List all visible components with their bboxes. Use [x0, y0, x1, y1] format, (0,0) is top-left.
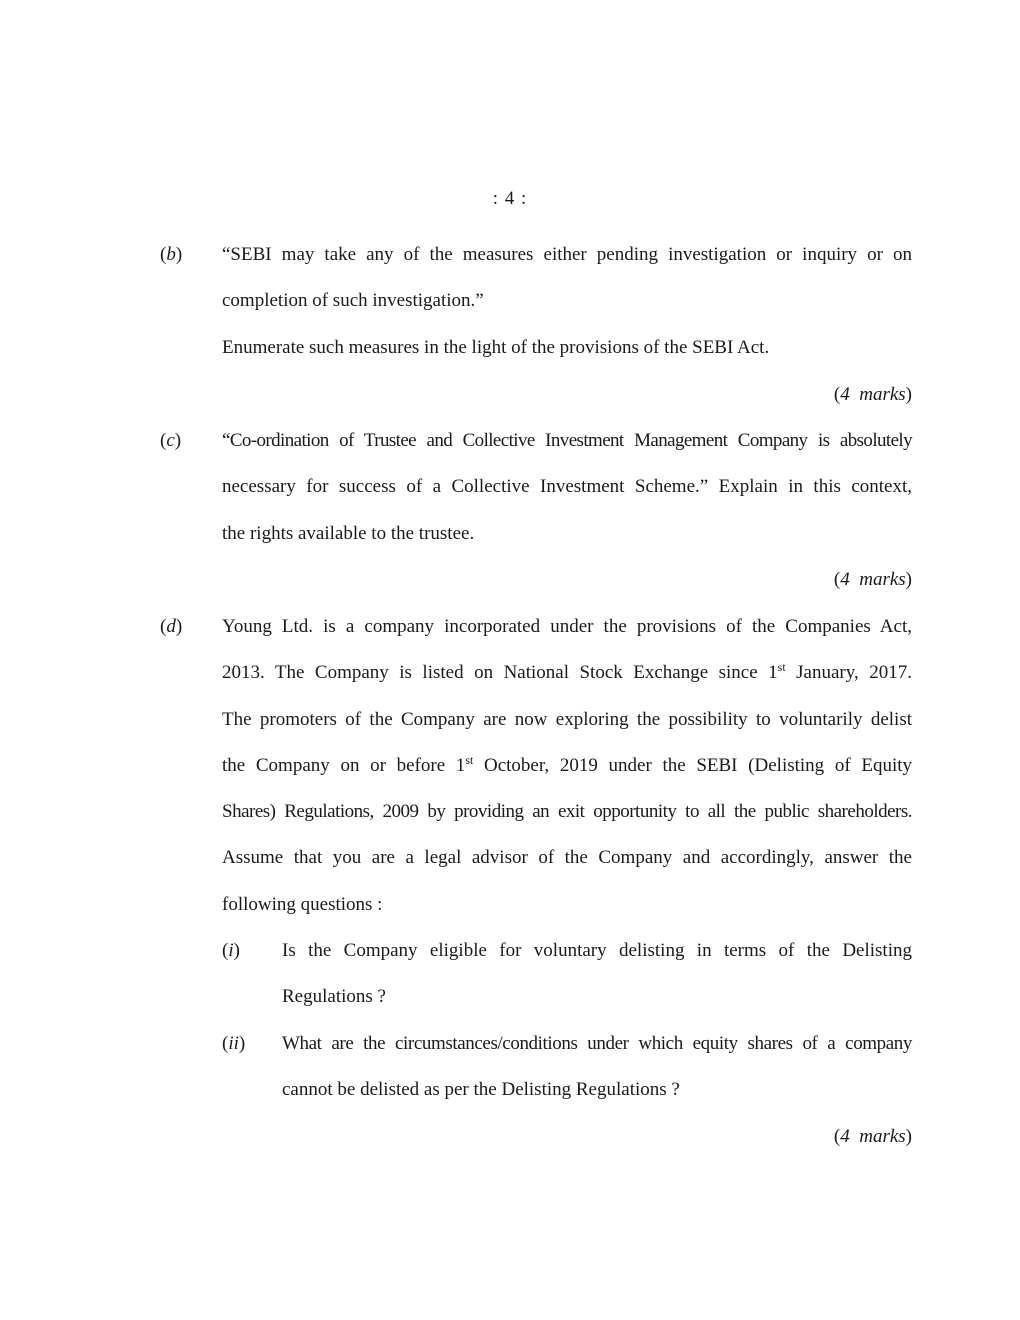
question-d-line-2-text: 2013. The Company is listed on National Stock Exchange since 1st January, 2017. [222, 660, 912, 684]
question-d-text [222, 616, 912, 940]
question-d-label: (d) [160, 616, 183, 637]
question-b-label: (b) [160, 244, 183, 265]
question-c-line-1: “Co-ordination of Trustee and Collective Investment Management Company is absolutely [222, 430, 912, 451]
sub-question-ii-line-2: cannot be delisted as per the Delisting Regulations ? [282, 1079, 680, 1101]
question-c-marks: (4 marks) [833, 569, 912, 590]
question-c-label: (c) [160, 430, 182, 451]
sub-question-i-label: (i) [222, 940, 240, 961]
question-c-line-2: necessary for success of a Collective Investment Scheme.” Explain in this context, [222, 476, 912, 498]
question-d-line-4-text: the Company on or before 1st October, 2019 under the SEBI (Delisting of Equity [222, 752, 913, 776]
question-d-line-4 [222, 752, 913, 801]
sub-question-ii-label: (ii) [222, 1033, 246, 1054]
page-number: : 4 : [492, 188, 528, 209]
question-c-line-3: the rights available to the trustee. [222, 522, 475, 544]
question-b-line-1: “SEBI may take any of the measures either pending investigation or inquiry or on [222, 244, 912, 265]
question-b-marks: (4 marks) [833, 384, 912, 405]
question-d-line-3: The promoters of the Company are now exploring the possibility to voluntarily delist [222, 708, 912, 730]
question-d-marks: (4 marks) [833, 1126, 912, 1147]
question-b-text [222, 244, 912, 383]
question-d-line-7: following questions : [222, 893, 383, 915]
question-d-line-2 [222, 662, 912, 708]
question-b-line-3: Enumerate such measures in the light of the provisions of the SEBI Act. [222, 336, 770, 358]
sub-question-ii-line-1: What are the circumstances/conditions under which equity shares of a company [282, 1033, 912, 1054]
question-b-line-2: completion of such investigation.” [222, 290, 484, 312]
question-d-line-1: Young Ltd. is a company incorporated under the provisions of the Companies Act, [222, 616, 912, 637]
question-d-line-5: Shares) Regulations, 2009 by providing an exit opportunity to all the public shareholders. [222, 801, 912, 823]
sub-question-i-text [282, 940, 912, 1033]
sub-question-i-line-1: Is the Company eligible for voluntary delisting in terms of the Delisting [282, 940, 912, 961]
question-c-text [222, 430, 912, 569]
question-d-line-6: Assume that you are a legal advisor of the Company and accordingly, answer the [222, 847, 912, 869]
sub-question-i-line-2: Regulations ? [282, 986, 386, 1008]
sub-question-ii-text [282, 1033, 912, 1126]
